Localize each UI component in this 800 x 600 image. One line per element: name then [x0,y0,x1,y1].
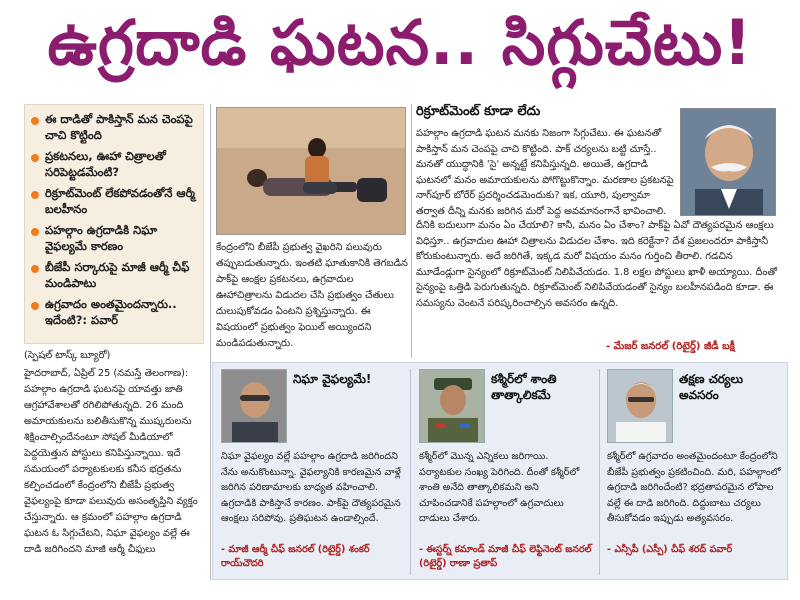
story-text-top: పహల్గాం ఉగ్రదాడి ఘటన మనకు నిజంగా సిగ్గుచేటు. ఈ ఘటనతో పాకిస్తాన్ మన చెంపపై చాచి కొట్టింది. పాక్ చర్యలను బట్టి చూస్తే.. మనతో యుద్ధానికి 'సై' అన్నట్టే కనిపిస్తున్నది. అయితే, ఉగ్రదాడి ఘటనలో మనం అమాయకులను పోగొట్టుకొన్నాం. మరణాల ప్రకటనపై నాగ్‌పూర్‌ బోరేర్ ప్రదర్శించడమెందుకు? ఇక, యూరి, పుల్వామా తర్వాత దీన్ని మనకు జరిగిన మరో పెద్ద అవమానంగానే భావించాలి. [416,128,674,217]
story-byline: - మేజర్ జనరల్ (రిటైర్డ్) జీడీ బక్షీ [606,341,735,352]
highlight-text: ఈ దాడితో పాకిస్తాన్ మన చెంపపై చాచి కొట్టింది [45,112,193,142]
sharad-pawar-portrait [607,369,673,443]
opinion-text: నిఘా వైఫల్యం వల్లే పహల్గాం ఉగ్రదాడి జరిగిందని నేను అనుకొంటున్నా. వైఫల్యానికి కారణమైన వాళ్లే జరిగిన పరిణామాలకు బాధ్యత వహించాలి. ఉగ్రదాడికి పాకిస్తానే కారణం. పాక్‌పై దౌత్యపరమైన ఆంక్షలు సరిపోవు. ప్రతిఘటన ఉండాల్సిందే. [221,451,401,524]
story-text: హైదరాబాద్, ఏప్రిల్ 25 (నమస్తే తెలంగాణ): పహల్గాం ఉగ్రదాడి ఘటనపై యావత్తు జాతి ఆగ్రహావేశాలతో రగిలిపోతున్నది. 26 మంది అమాయకులను బలితీసుకొన్న ముష్కరులను శిక్షించాల్సిందేనంటూ సోషల్ మీడియాలో పెద్దయెత్తున పోస్టులు కనిపిస్తున్నాయి. ఇదే సమయంలో పర్యాటకులకు కనీస భద్రతను కల్పించడంలో కేంద్రంలోని బీజేపీ ప్రభుత్వ వైఫల్యంపై కూడా పలువురు అసంతృప్తిని వ్యక్తం చేస్తున్నారు. ఆ క్రమంలో పహల్గాం ఉగ్రదాడి ఘటన ఓ సిగ్గుచేటని, నిఘా వైఫల్యం వల్లే ఈ దాడి జరిగిందని మాజీ ఆర్మీ చీఫులు [24,368,198,555]
opinion-byline: - ఎన్సీపీ (ఎస్పీ) చీఫ్ శరద్ పవార్ [607,544,733,555]
opinion-card [413,363,597,581]
bullet-dot-icon [31,265,39,273]
opinion-title: కశ్మీర్‌లో శాంతి తాత్కాలికమే [491,372,557,402]
opinion-card [213,363,409,581]
bullet-dot-icon [31,117,39,125]
middle-story: కేంద్రంలోని బీజేపీ ప్రభుత్వ వైఖరిని పలువురు తప్పుబడుతున్నారు. ఇంతటి ఘాతుకానికి తెగబడిన పాక్‌పై ఆంక్షల ప్రకటనలు, ఉగ్రవాదుల ఊహాచిత్రాలను విడుదల చేసి ప్రభుత్వం చేతులు దులుపుకోవడం ఏంటని ప్రశ్నిస్తున్నారు. ఈ విషయంలో ప్రభుత్వం ఫెయిల్ అయ్యిందని మండిపడుతున్నారు. [216,242,408,349]
bullet-dot-icon [31,191,39,199]
bullet-dot-icon [31,302,39,310]
opinion-text: కశ్మీర్‌లో మొన్న ఎన్నికలు జరిగాయి. పర్యాటకుల సంఖ్య పెరిగింది. దీంతో కశ్మీర్‌లో శాంతి అనేది తాత్కాలికమని అని చూపించడానికే పహల్గాంలో ఉగ్రవాదులు దాడులు చేశారు. [419,451,580,524]
highlight-text: పహల్గాం ఉగ్రదాడికి నిఘా వైఫల్యమే కారణం [45,223,158,253]
opinion-title: నిఘా వైఫల్యమే! [293,372,372,386]
story-dateline: (స్పెషల్ టాస్క్ బ్యూరో) [24,350,111,361]
shankar-roychowdhury-portrait [221,369,287,443]
bullet-dot-icon [31,154,39,162]
opinion-title: తక్షణ చర్యలు అవసరం [679,372,744,402]
opinion-byline: - ఈస్టర్న్ కమాండ్ మాజీ చీఫ్ లెఫ్టినెంట్ జనరల్ (రిటైర్డ్) రాణా ప్రతాప్ [419,544,592,569]
card-divider [410,369,411,575]
attack-scene-photo [216,107,406,235]
highlight-item [31,185,197,217]
opinion-panel [212,362,788,580]
opinion-card [601,363,787,581]
opinion-text: కశ్మీర్‌లో ఉగ్రవాదం అంతమైందంటూ కేంద్రంలోని బీజేపీ ప్రభుత్వం ప్రకటించింది. మరి, పహల్గాంలో ఉగ్రదాడి జరిగిందేంటి? భద్రతాపరమైన లోపాల వల్లే ఈ దాడి జరిగింది. దిద్దుబాటు చర్యలు తీసుకోవడం ఇప్పుడు అత్యవసరం. [607,451,781,524]
opinion-byline: - మాజీ ఆర్మీ చీఫ్ జనరల్ (రిటైర్డ్) శంకర్ రాయ్‌చౌదరి [221,544,370,569]
card-divider [599,369,600,575]
column-divider [411,104,412,358]
story-text-bottom: దీనికి బదులుగా మనం ఏం చేయాలి? కానీ, మనం ఏం చేశాం? పాక్‌పై ఏవో దౌత్యపరమైన ఆంక్షలు విధిస్తూ.. ఉగ్రవాదుల ఊహా చిత్రాలను విడుదల చేశాం. ఇది కరెక్టేనా? దేశ ప్రజలందరూ పాకిస్తానీ కోరుకుంటున్నారు. అదే జరిగితే, ఇక్కడ మరో విషయం మనం గుర్తించి తీరాలి. గడచిన మూడేండ్లుగా సైన్యంలో రిక్రూట్‌మెంట్ నిలిపివేయడం. 1.8 లక్షల పోస్టులు ఖాళీ అయ్యాయి. దీంతో సైన్యంపై ఒత్తిడి పెరుగుతున్నది. రిక్రూట్‌మెంట్ నిలిపివేయడంతో సైన్యం బలహీనపడింది కూడా. ఈ సమస్యను వెంటనే పరిష్కరించాల్సిన అవసరం ఉన్నది. [416,220,777,309]
highlights-box [24,104,204,344]
highlight-text: బీజేపీ సర్కారుపై మాజీ ఆర్మీ చీఫ్ మండిపాటు [45,260,190,290]
story-heading: రిక్రూట్‌మెంట్ కూడా లేదు [416,104,541,119]
highlight-text: ప్రకటనలు, ఊహా చిత్రాలతో సరిపెట్టడమేంటి? [45,149,166,179]
highlight-item [31,111,197,143]
headline: ఉగ్రదాడి ఘటన.. సిగ్గుచేటు! [47,6,753,79]
gd-bakshi-portrait [680,108,776,216]
bullet-dot-icon [31,228,39,236]
highlight-text: ఉగ్రవాదం అంతమైందన్నారు.. ఇదేంటి?: పవార్ [45,297,177,327]
highlight-item [31,296,197,328]
highlight-text: రిక్రూట్‌మెంట్ లేకపోవడంతోనే ఆర్మీ బలహీనం [45,186,195,216]
column-divider [210,104,211,580]
highlight-item [31,222,197,254]
left-story [24,348,206,588]
rana-pratap-portrait [419,369,485,443]
highlight-item [31,259,197,291]
highlight-item [31,148,197,180]
